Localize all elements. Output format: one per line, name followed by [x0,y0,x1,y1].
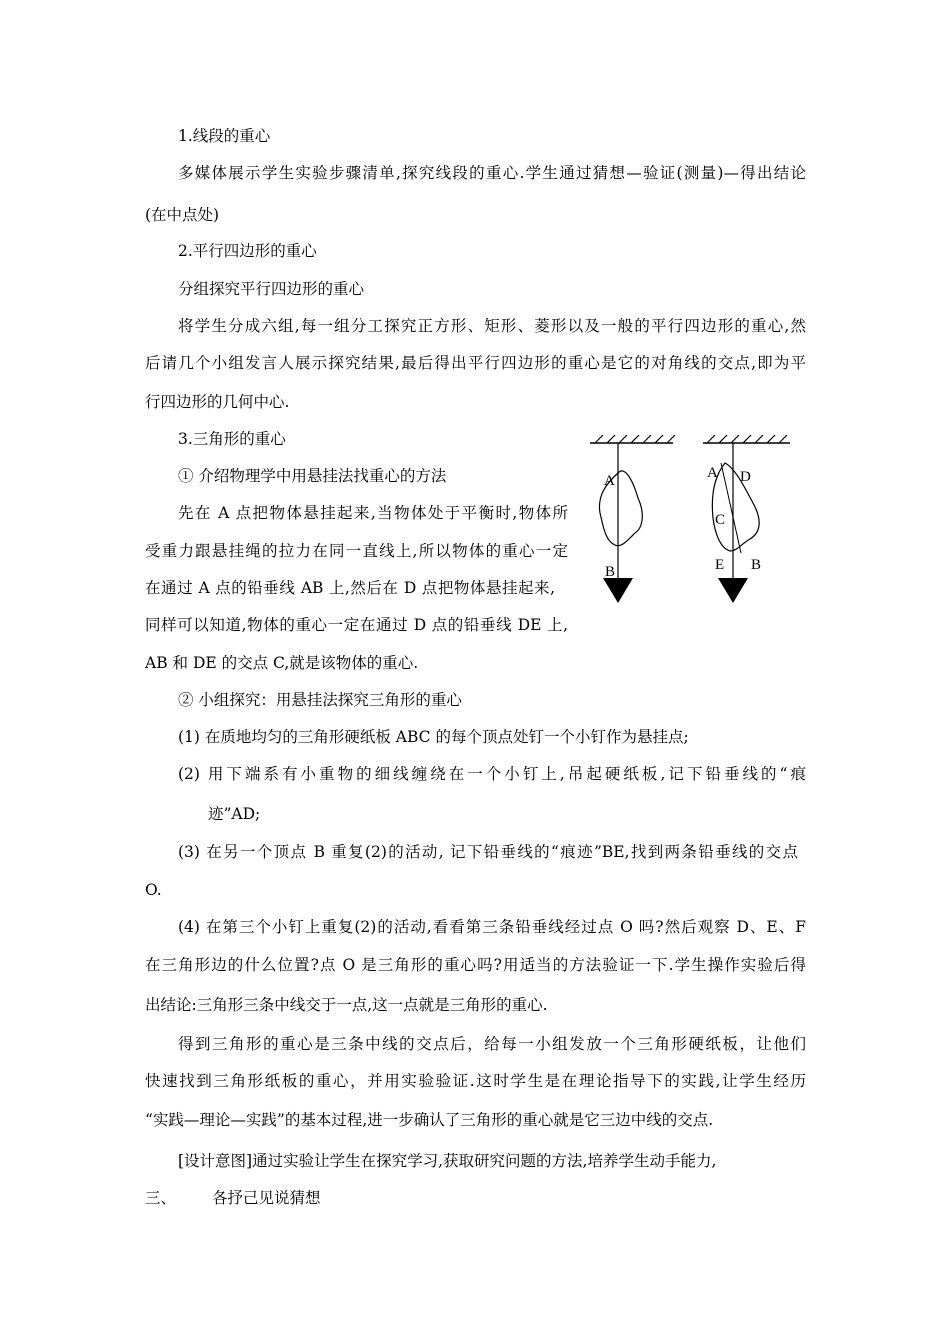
right-weight-triangle [718,578,748,603]
paragraph-line: 先在 A 点把物体悬挂起来,当物体处于平衡时,物体所 [178,504,568,522]
section-number: 三、 [145,1189,177,1207]
paragraph-line: 多媒体展示学生实验步骤清单,探究线段的重心.学生通过猜想—验证(测量)—得出结论 [178,164,806,182]
right-label-A: A [707,465,718,481]
heading-triangle-centroid: 3.三角形的重心 [178,430,286,448]
heading-parallelogram-centroid: 2.平行四边形的重心 [178,242,317,260]
paragraph-line: 后请几个小组发言人展示探究结果,最后得出平行四边形的重心是它的对角线的交点,即为平 [145,354,806,372]
list-item: (1) 在质地均匀的三角形硬纸板 ABC 的每个顶点处钉一个小钉作为悬挂点; [178,728,689,746]
subheading-group-explore: ② 小组探究：用悬挂法探究三角形的重心 [178,691,462,709]
paragraph-line: 在通过 A 点的铅垂线 AB 上,然后在 D 点把物体悬挂起来, [145,579,555,597]
right-ceiling [703,435,790,443]
paragraph-line: 得到三角形的重心是三条中线的交点后，给每一小组发放一个三角形硬纸板，让他们 [178,1035,806,1053]
paragraph-line: 行四边形的几何中心. [145,393,290,411]
right-label-C: C [715,512,726,528]
paragraph-line: (在中点处) [145,206,220,224]
suspension-method-figure [585,433,800,613]
design-intent-line: [设计意图]通过实验让学生在探究学习,获取研究问题的方法,培养学生动手能力, [178,1152,717,1170]
heading-segment-centroid: 1.线段的重心 [178,127,271,145]
paragraph-line: 同样可以知道,物体的重心一定在通过 D 点的铅垂线 DE 上, [145,616,568,634]
left-weight-triangle [603,578,633,603]
paragraph-line: AB 和 DE 的交点 C,就是该物体的重心. [145,654,419,672]
paragraph-line: 受重力跟悬挂绳的拉力在同一直线上,所以物体的重心一定 [145,542,568,560]
paragraph-line: 快速找到三角形纸板的重心，并用实验验证.这时学生是在理论指导下的实践,让学生经历 [145,1072,806,1090]
right-label-E: E [715,557,725,573]
left-ceiling [590,435,675,443]
paragraph-line: 分组探究平行四边形的重心 [178,280,365,298]
left-label-B: B [605,564,616,580]
list-item: (3) 在另一个顶点 B 重复(2)的活动, 记下铅垂线的“痕迹”BE,找到两条铅垂线的交点 [178,843,798,861]
paragraph-line: 出结论:三角形三条中线交于一点,这一点就是三角形的重心. [145,996,548,1014]
list-item-continuation: 迹”AD; [208,805,261,823]
right-irregular-object [712,463,759,551]
left-label-A: A [604,473,615,489]
paragraph-line: 将学生分成六组,每一组分工探究正方形、矩形、菱形以及一般的平行四边形的重心,然 [178,317,806,335]
section-title: 各抒己见说猜想 [212,1189,321,1207]
right-label-D: D [740,469,751,485]
right-label-B: B [751,557,762,573]
list-item-continuation: O. [145,881,162,899]
paragraph-line: “实践—理论—实践”的基本过程,进一步确认了三角形的重心就是它三边中线的交点. [145,1111,714,1129]
list-item: (4) 在第三个小钉上重复(2)的活动,看看第三条铅垂线经过点 O 吗?然后观察 D、E、F [178,918,806,936]
paragraph-line: ① 介绍物理学中用悬挂法找重心的方法 [178,467,447,485]
list-item: (2) 用下端系有小重物的细线缠绕在一个小钉上,吊起硬纸板,记下铅垂线的“痕 [178,765,806,783]
paragraph-line: 在三角形边的什么位置?点 O 是三角形的重心吗?用适当的方法验证一下.学生操作实验后得 [145,956,806,974]
